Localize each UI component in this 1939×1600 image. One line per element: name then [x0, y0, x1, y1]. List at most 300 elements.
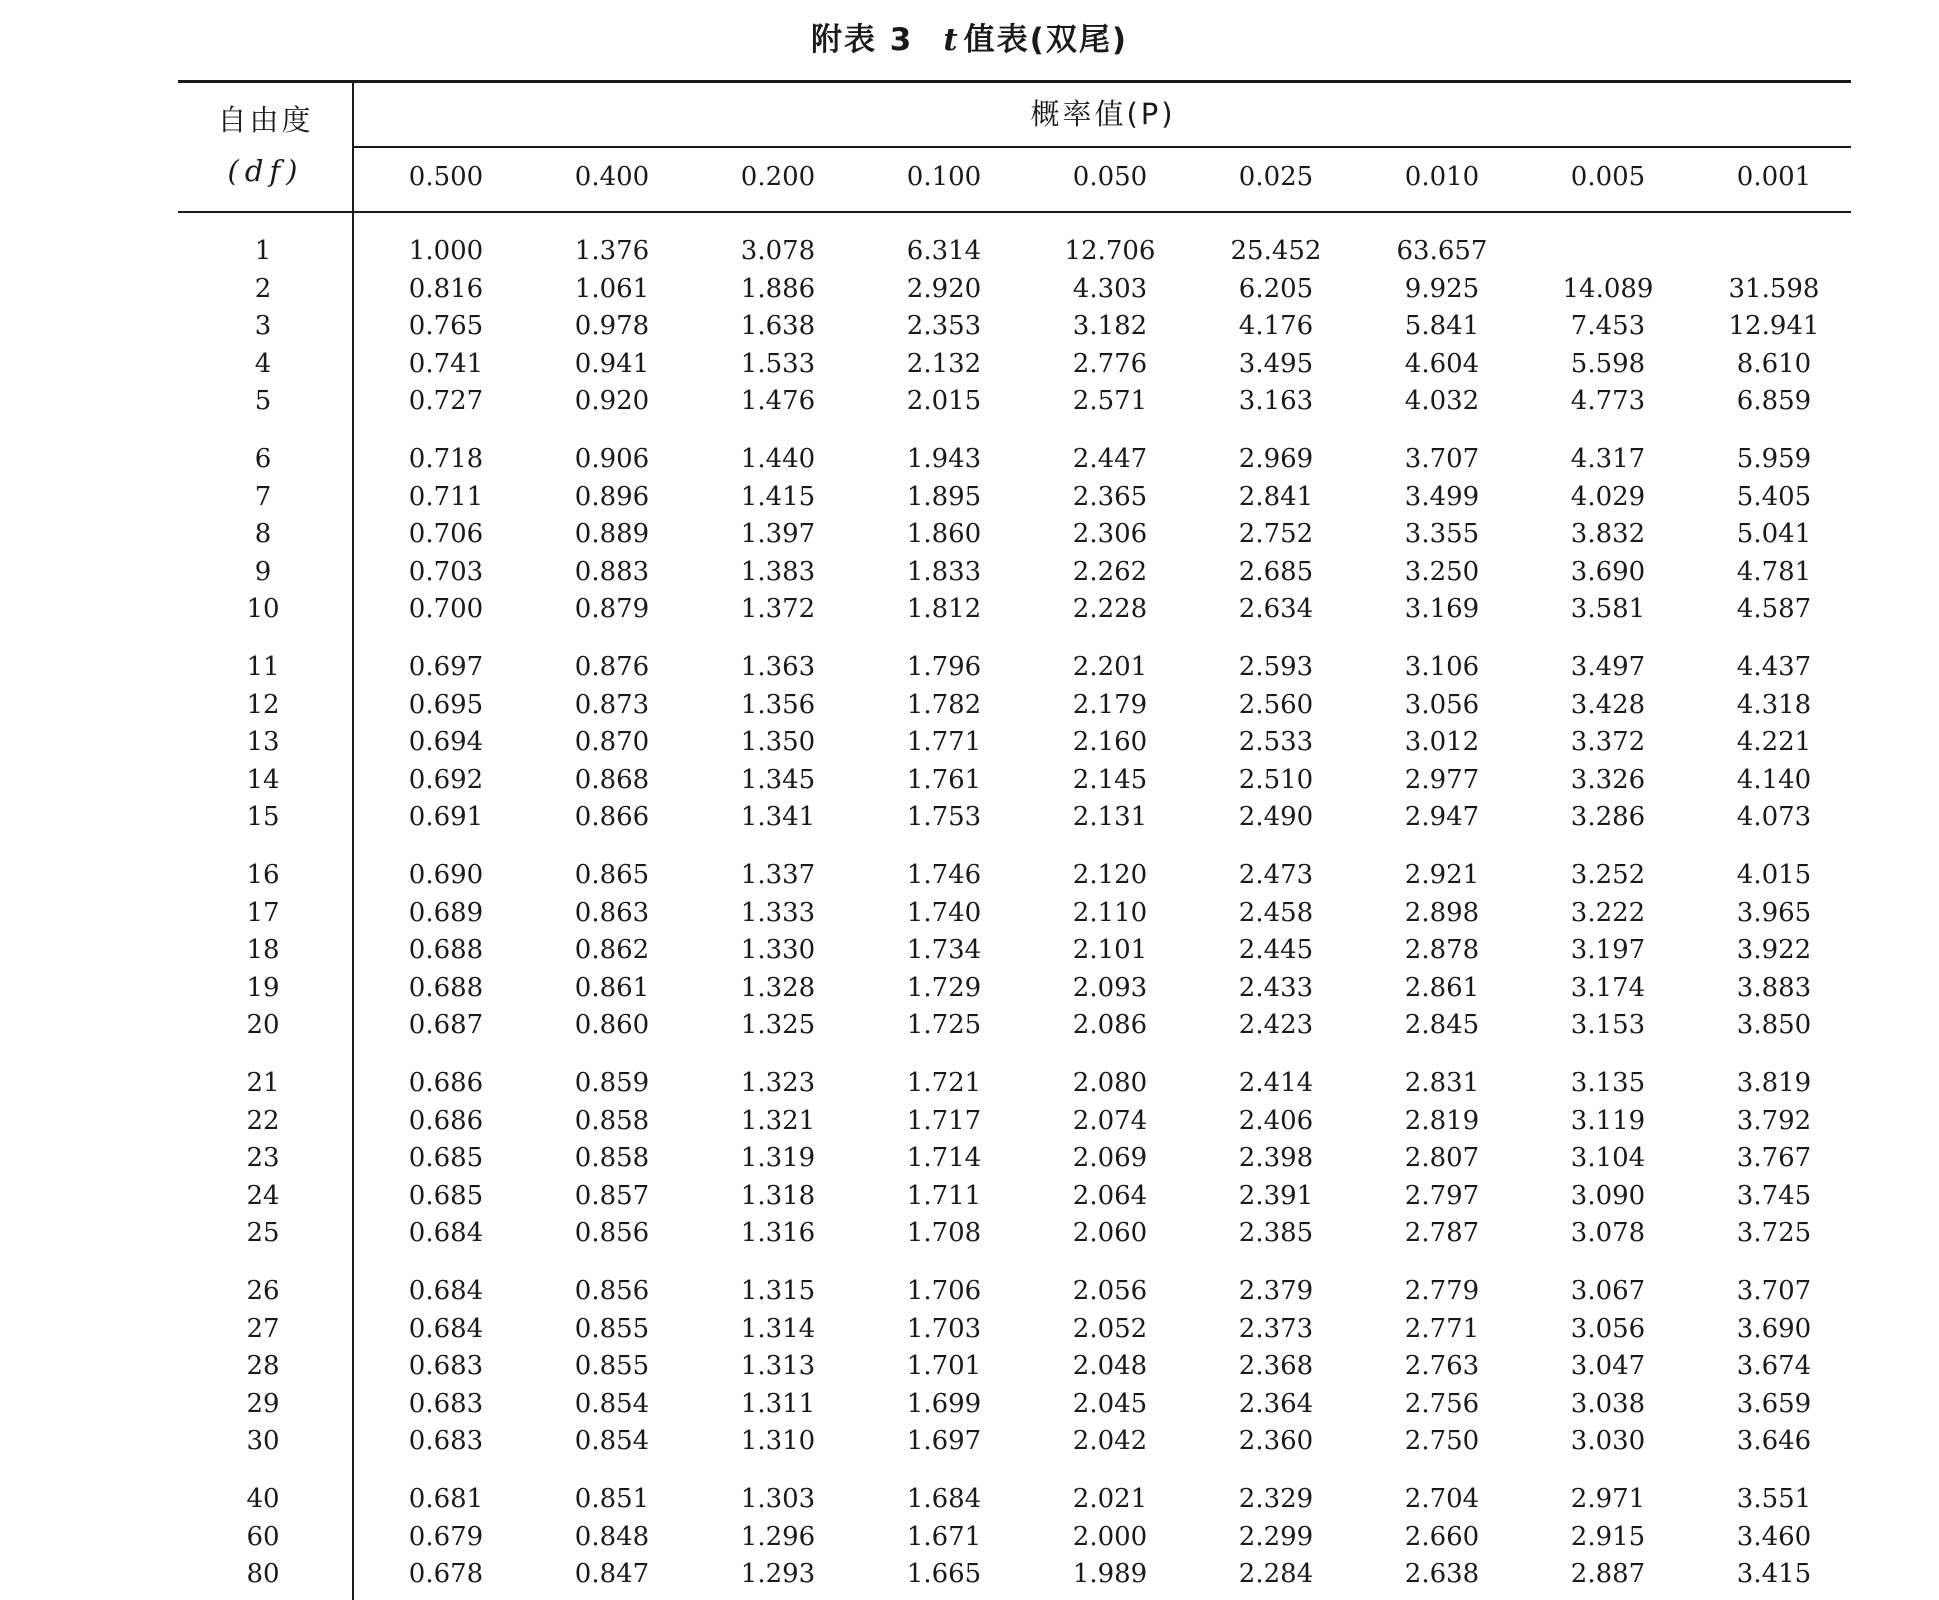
table-row [0, 1482, 1939, 1516]
t-value-cell: 2.977 [1404, 764, 1480, 795]
t-value-cell: 2.971 [1570, 1484, 1646, 1514]
t-value-cell: 3.460 [1736, 1521, 1812, 1552]
table-row [0, 442, 1939, 476]
t-value-cell: 2.414 [1238, 1068, 1314, 1098]
t-value-cell: 3.832 [1570, 519, 1646, 550]
t-value-cell: 1.318 [740, 1180, 816, 1211]
t-value-cell: 3.038 [1570, 1388, 1646, 1419]
t-value-cell: 3.551 [1736, 1484, 1812, 1514]
t-value-cell: 0.861 [574, 972, 650, 1003]
t-value-cell: 4.317 [1570, 444, 1646, 474]
df-cell: 11 [246, 652, 280, 682]
t-value-cell: 2.841 [1238, 481, 1314, 512]
t-value-cell: 2.915 [1570, 1521, 1646, 1552]
t-value-cell: 5.959 [1736, 444, 1812, 474]
t-value-cell: 2.921 [1404, 860, 1480, 890]
t-value-cell: 0.879 [574, 594, 650, 625]
t-value-cell: 3.030 [1570, 1426, 1646, 1457]
t-value-cell: 2.000 [1072, 1521, 1148, 1552]
p-value-heading: 0.001 [1736, 162, 1812, 192]
t-value-cell: 2.819 [1404, 1105, 1480, 1136]
table-row [0, 555, 1939, 589]
t-value-cell: 1.761 [906, 764, 982, 795]
t-value-cell: 1.397 [740, 519, 816, 550]
t-value-cell: 3.169 [1404, 594, 1480, 625]
t-value-cell: 3.690 [1570, 556, 1646, 587]
t-value-cell: 2.306 [1072, 519, 1148, 550]
t-value-cell: 0.855 [574, 1351, 650, 1382]
t-value-cell: 1.725 [906, 1010, 982, 1041]
t-value-cell: 2.447 [1072, 444, 1148, 474]
t-value-cell: 3.056 [1404, 689, 1480, 720]
t-value-cell: 1.706 [906, 1276, 982, 1306]
t-value-cell: 1.293 [740, 1559, 816, 1590]
t-value-cell: 2.228 [1072, 594, 1148, 625]
t-value-cell: 2.021 [1072, 1484, 1148, 1514]
t-value-cell: 1.729 [906, 972, 982, 1003]
t-value-cell: 2.887 [1570, 1559, 1646, 1590]
t-value-cell: 3.355 [1404, 519, 1480, 550]
t-value-cell: 0.854 [574, 1388, 650, 1419]
t-value-cell: 2.365 [1072, 481, 1148, 512]
t-value-cell: 2.132 [906, 348, 982, 379]
t-value-cell: 1.782 [906, 689, 982, 720]
t-value-cell: 1.350 [740, 727, 816, 758]
t-value-cell: 0.678 [408, 1559, 484, 1590]
t-value-cell: 9.925 [1404, 273, 1480, 304]
table-row [0, 1066, 1939, 1100]
t-value-cell: 0.978 [574, 311, 650, 342]
df-cell: 18 [246, 935, 280, 966]
t-value-cell: 0.873 [574, 689, 650, 720]
t-value-cell: 4.587 [1736, 594, 1812, 625]
t-value-cell: 3.690 [1736, 1313, 1812, 1344]
df-cell: 80 [246, 1559, 280, 1590]
t-value-cell: 3.153 [1570, 1010, 1646, 1041]
t-value-cell: 2.638 [1404, 1559, 1480, 1590]
t-value-cell: 0.857 [574, 1180, 650, 1211]
t-value-cell: 2.086 [1072, 1010, 1148, 1041]
t-value-cell: 1.833 [906, 556, 982, 587]
t-value-cell: 3.078 [1570, 1218, 1646, 1249]
t-value-cell: 2.056 [1072, 1276, 1148, 1306]
t-value-cell: 2.373 [1238, 1313, 1314, 1344]
t-value-cell: 1.860 [906, 519, 982, 550]
t-value-cell: 2.920 [906, 273, 982, 304]
t-value-cell: 2.360 [1238, 1426, 1314, 1457]
t-value-cell: 3.725 [1736, 1218, 1812, 1249]
t-value-cell: 0.866 [574, 802, 650, 833]
title-suffix: 值表(双尾) [963, 22, 1129, 58]
t-value-cell: 1.296 [740, 1521, 816, 1552]
t-value-cell: 2.787 [1404, 1218, 1480, 1249]
t-value-cell: 1.943 [906, 444, 982, 474]
t-value-cell: 1.000 [408, 236, 484, 266]
table-row [0, 1557, 1939, 1591]
t-value-cell: 7.453 [1570, 311, 1646, 342]
t-value-cell: 3.252 [1570, 860, 1646, 890]
t-value-cell: 2.145 [1072, 764, 1148, 795]
t-value-cell: 0.681 [408, 1484, 484, 1514]
t-value-cell: 2.898 [1404, 897, 1480, 928]
table-row [0, 688, 1939, 722]
t-value-cell: 0.692 [408, 764, 484, 795]
df-cell: 4 [254, 348, 272, 379]
t-value-cell: 2.797 [1404, 1180, 1480, 1211]
table-row [0, 1008, 1939, 1042]
t-value-cell: 2.368 [1238, 1351, 1314, 1382]
t-value-cell: 2.704 [1404, 1484, 1480, 1514]
t-value-cell: 1.061 [574, 273, 650, 304]
table-row [0, 1349, 1939, 1383]
t-value-cell: 0.868 [574, 764, 650, 795]
t-value-cell: 1.440 [740, 444, 816, 474]
t-value-cell: 2.284 [1238, 1559, 1314, 1590]
t-value-cell: 4.073 [1736, 802, 1812, 833]
t-value-cell: 1.740 [906, 897, 982, 928]
t-value-cell: 1.771 [906, 727, 982, 758]
t-value-cell: 0.865 [574, 860, 650, 890]
t-value-cell: 2.179 [1072, 689, 1148, 720]
t-value-cell: 0.685 [408, 1143, 484, 1174]
t-value-cell: 1.311 [740, 1388, 816, 1419]
t-value-cell: 2.458 [1238, 897, 1314, 928]
t-value-cell: 1.734 [906, 935, 982, 966]
p-value-heading: 0.400 [574, 162, 650, 192]
df-cell: 15 [246, 802, 280, 833]
t-value-cell: 1.989 [1072, 1559, 1148, 1590]
t-value-cell: 0.848 [574, 1521, 650, 1552]
table-row [0, 309, 1939, 343]
t-value-cell: 2.685 [1238, 556, 1314, 587]
table-row [0, 234, 1939, 268]
p-value-heading: 0.200 [740, 162, 816, 192]
t-value-cell: 2.969 [1238, 444, 1314, 474]
t-value-cell: 3.428 [1570, 689, 1646, 720]
t-value-cell: 2.262 [1072, 556, 1148, 587]
t-value-cell: 0.700 [408, 594, 484, 625]
t-value-cell: 2.776 [1072, 348, 1148, 379]
df-cell: 16 [246, 860, 280, 890]
t-value-cell: 0.683 [408, 1351, 484, 1382]
df-cell: 25 [246, 1218, 280, 1249]
t-value-cell: 0.883 [574, 556, 650, 587]
probability-label: 概率值(P) [1030, 97, 1176, 131]
table-row [0, 517, 1939, 551]
t-value-cell: 2.015 [906, 386, 982, 417]
t-value-cell: 1.341 [740, 802, 816, 833]
t-value-cell: 0.687 [408, 1010, 484, 1041]
t-value-cell: 2.353 [906, 311, 982, 342]
t-value-cell: 1.796 [906, 652, 982, 682]
table-row [0, 896, 1939, 930]
t-value-cell: 2.120 [1072, 860, 1148, 890]
df-cell: 14 [246, 764, 280, 795]
t-value-cell: 2.201 [1072, 652, 1148, 682]
t-value-cell: 1.533 [740, 348, 816, 379]
t-value-cell: 3.197 [1570, 935, 1646, 966]
t-value-cell: 2.571 [1072, 386, 1148, 417]
t-value-cell: 2.364 [1238, 1388, 1314, 1419]
t-value-cell: 4.140 [1736, 764, 1812, 795]
df-cell: 13 [246, 727, 280, 758]
t-value-cell: 0.855 [574, 1313, 650, 1344]
t-value-cell: 6.314 [906, 236, 982, 266]
t-value-cell: 0.697 [408, 652, 484, 682]
table-row [0, 1274, 1939, 1308]
t-value-cell: 0.686 [408, 1068, 484, 1098]
t-value-cell: 0.858 [574, 1105, 650, 1136]
p-value-heading: 0.050 [1072, 162, 1148, 192]
t-value-cell: 3.674 [1736, 1351, 1812, 1382]
df-cell: 17 [246, 897, 280, 928]
table-row [0, 1312, 1939, 1346]
t-value-cell: 1.708 [906, 1218, 982, 1249]
t-value-cell: 1.376 [574, 236, 650, 266]
title-variable: t [943, 22, 960, 58]
t-value-cell: 2.391 [1238, 1180, 1314, 1211]
df-cell: 23 [246, 1143, 280, 1174]
table-row [0, 592, 1939, 626]
t-value-cell: 1.325 [740, 1010, 816, 1041]
t-value-cell: 1.345 [740, 764, 816, 795]
t-value-cell: 2.080 [1072, 1068, 1148, 1098]
t-value-cell: 1.323 [740, 1068, 816, 1098]
t-value-cell: 0.860 [574, 1010, 650, 1041]
t-value-cell: 2.510 [1238, 764, 1314, 795]
t-value-cell: 0.816 [408, 273, 484, 304]
t-value-cell: 1.356 [740, 689, 816, 720]
t-value-cell: 0.695 [408, 689, 484, 720]
t-value-cell: 2.433 [1238, 972, 1314, 1003]
t-value-cell: 1.321 [740, 1105, 816, 1136]
t-value-cell: 0.686 [408, 1105, 484, 1136]
t-value-cell: 4.303 [1072, 273, 1148, 304]
t-value-cell: 0.854 [574, 1426, 650, 1457]
t-value-cell: 0.706 [408, 519, 484, 550]
t-value-cell: 1.476 [740, 386, 816, 417]
t-value-cell: 0.685 [408, 1180, 484, 1211]
table-row [0, 1141, 1939, 1175]
t-value-cell: 1.337 [740, 860, 816, 890]
t-value-cell: 2.060 [1072, 1218, 1148, 1249]
t-value-cell: 5.041 [1736, 519, 1812, 550]
t-value-cell: 2.110 [1072, 897, 1148, 928]
df-cell: 12 [246, 689, 280, 720]
t-value-cell: 3.056 [1570, 1313, 1646, 1344]
t-value-cell: 0.688 [408, 972, 484, 1003]
t-value-cell: 3.792 [1736, 1105, 1812, 1136]
t-value-cell: 2.756 [1404, 1388, 1480, 1419]
t-value-cell: 2.398 [1238, 1143, 1314, 1174]
t-value-cell: 4.029 [1570, 481, 1646, 512]
t-value-cell: 1.697 [906, 1426, 982, 1457]
t-value-cell: 3.659 [1736, 1388, 1812, 1419]
t-value-cell: 2.831 [1404, 1068, 1480, 1098]
t-value-cell: 2.660 [1404, 1521, 1480, 1552]
t-value-cell: 5.405 [1736, 481, 1812, 512]
t-value-cell: 1.383 [740, 556, 816, 587]
t-value-cell: 1.711 [906, 1180, 982, 1211]
t-value-cell: 3.646 [1736, 1426, 1812, 1457]
t-value-cell: 3.819 [1736, 1068, 1812, 1098]
t-value-cell: 0.703 [408, 556, 484, 587]
t-value-cell: 2.560 [1238, 689, 1314, 720]
t-value-cell: 2.861 [1404, 972, 1480, 1003]
t-value-cell: 4.437 [1736, 652, 1812, 682]
t-value-cell: 1.315 [740, 1276, 816, 1306]
df-cell: 40 [246, 1484, 280, 1514]
t-value-cell: 3.495 [1238, 348, 1314, 379]
t-value-cell: 2.379 [1238, 1276, 1314, 1306]
t-value-cell: 1.812 [906, 594, 982, 625]
t-value-cell: 1.684 [906, 1484, 982, 1514]
table-row [0, 858, 1939, 892]
t-value-cell: 3.745 [1736, 1180, 1812, 1211]
t-value-cell: 3.286 [1570, 802, 1646, 833]
t-value-cell: 1.328 [740, 972, 816, 1003]
t-value-cell: 3.499 [1404, 481, 1480, 512]
t-value-cell: 6.205 [1238, 273, 1314, 304]
t-value-cell: 0.741 [408, 348, 484, 379]
t-value-cell: 3.078 [740, 236, 816, 266]
t-value-cell: 0.856 [574, 1276, 650, 1306]
df-cell: 1 [254, 236, 272, 266]
t-value-cell: 1.303 [740, 1484, 816, 1514]
t-value-cell: 2.048 [1072, 1351, 1148, 1382]
t-value-cell: 3.707 [1404, 444, 1480, 474]
t-value-cell: 0.858 [574, 1143, 650, 1174]
df-cell: 3 [254, 311, 272, 342]
t-value-cell: 2.160 [1072, 727, 1148, 758]
df-cell: 60 [246, 1521, 280, 1552]
t-value-cell: 0.718 [408, 444, 484, 474]
t-value-cell: 4.221 [1736, 727, 1812, 758]
t-value-cell: 0.941 [574, 348, 650, 379]
t-value-cell: 1.415 [740, 481, 816, 512]
t-value-cell: 2.329 [1238, 1484, 1314, 1514]
table-row [0, 347, 1939, 381]
t-value-cell: 2.752 [1238, 519, 1314, 550]
df-cell: 19 [246, 972, 280, 1003]
t-value-cell: 14.089 [1562, 273, 1654, 304]
table-row [0, 1387, 1939, 1421]
t-value-cell: 3.104 [1570, 1143, 1646, 1174]
t-value-cell: 0.896 [574, 481, 650, 512]
t-value-cell: 0.711 [408, 481, 484, 512]
df-cell: 9 [254, 556, 272, 587]
df-cell: 8 [254, 519, 272, 550]
t-value-cell: 5.598 [1570, 348, 1646, 379]
t-value-cell: 0.683 [408, 1426, 484, 1457]
table-row [0, 1424, 1939, 1458]
df-cell: 21 [246, 1068, 280, 1098]
t-value-cell: 0.689 [408, 897, 484, 928]
t-value-cell: 4.318 [1736, 689, 1812, 720]
t-value-cell: 0.684 [408, 1218, 484, 1249]
df-label-abbrev: (df) [227, 154, 304, 188]
t-value-cell: 3.707 [1736, 1276, 1812, 1306]
t-value-cell: 3.135 [1570, 1068, 1646, 1098]
table-row [0, 650, 1939, 684]
t-value-cell: 0.870 [574, 727, 650, 758]
t-value-cell: 1.886 [740, 273, 816, 304]
t-value-cell: 6.859 [1736, 386, 1812, 417]
t-value-cell: 2.101 [1072, 935, 1148, 966]
p-value-heading: 0.005 [1570, 162, 1646, 192]
t-value-cell: 2.771 [1404, 1313, 1480, 1344]
t-value-cell: 2.299 [1238, 1521, 1314, 1552]
t-value-cell: 2.490 [1238, 802, 1314, 833]
t-value-cell: 2.878 [1404, 935, 1480, 966]
t-value-cell: 0.863 [574, 897, 650, 928]
df-cell: 2 [254, 273, 272, 304]
t-value-cell: 3.106 [1404, 652, 1480, 682]
t-value-cell: 25.452 [1230, 236, 1322, 266]
t-value-cell: 0.847 [574, 1559, 650, 1590]
df-cell: 26 [246, 1276, 280, 1306]
t-value-cell: 3.174 [1570, 972, 1646, 1003]
t-value-cell: 3.883 [1736, 972, 1812, 1003]
t-value-cell: 2.064 [1072, 1180, 1148, 1211]
t-value-cell: 0.856 [574, 1218, 650, 1249]
t-value-cell: 0.851 [574, 1484, 650, 1514]
p-value-heading: 0.100 [906, 162, 982, 192]
t-value-cell: 0.683 [408, 1388, 484, 1419]
t-value-cell: 3.250 [1404, 556, 1480, 587]
t-value-cell: 0.920 [574, 386, 650, 417]
df-cell: 29 [246, 1388, 280, 1419]
t-value-cell: 1.314 [740, 1313, 816, 1344]
t-value-cell: 1.372 [740, 594, 816, 625]
t-value-cell: 3.012 [1404, 727, 1480, 758]
t-value-cell: 1.319 [740, 1143, 816, 1174]
t-value-cell: 12.941 [1728, 311, 1820, 342]
t-value-cell: 2.473 [1238, 860, 1314, 890]
t-value-cell: 3.922 [1736, 935, 1812, 966]
t-value-cell: 1.717 [906, 1105, 982, 1136]
table-row [0, 971, 1939, 1005]
t-value-cell: 0.906 [574, 444, 650, 474]
t-value-cell: 0.876 [574, 652, 650, 682]
table-row [0, 800, 1939, 834]
table-row [0, 1179, 1939, 1213]
t-value-cell: 1.313 [740, 1351, 816, 1382]
t-value-cell: 3.965 [1736, 897, 1812, 928]
t-value-cell: 0.688 [408, 935, 484, 966]
t-value-cell: 3.182 [1072, 311, 1148, 342]
t-value-cell: 2.445 [1238, 935, 1314, 966]
t-value-cell: 0.859 [574, 1068, 650, 1098]
t-value-cell: 2.750 [1404, 1426, 1480, 1457]
t-value-cell: 4.604 [1404, 348, 1480, 379]
t-value-cell: 3.415 [1736, 1559, 1812, 1590]
title-prefix: 附表 3 [810, 22, 914, 58]
t-value-cell: 2.593 [1238, 652, 1314, 682]
t-value-cell: 1.333 [740, 897, 816, 928]
t-value-cell: 2.763 [1404, 1351, 1480, 1382]
table-row [0, 1104, 1939, 1138]
t-value-cell: 1.703 [906, 1313, 982, 1344]
t-value-cell: 2.069 [1072, 1143, 1148, 1174]
df-cell: 28 [246, 1351, 280, 1382]
t-value-cell: 2.052 [1072, 1313, 1148, 1344]
t-value-cell: 1.895 [906, 481, 982, 512]
table-row [0, 725, 1939, 759]
t-value-cell: 0.694 [408, 727, 484, 758]
t-value-cell: 3.581 [1570, 594, 1646, 625]
t-value-cell: 2.074 [1072, 1105, 1148, 1136]
